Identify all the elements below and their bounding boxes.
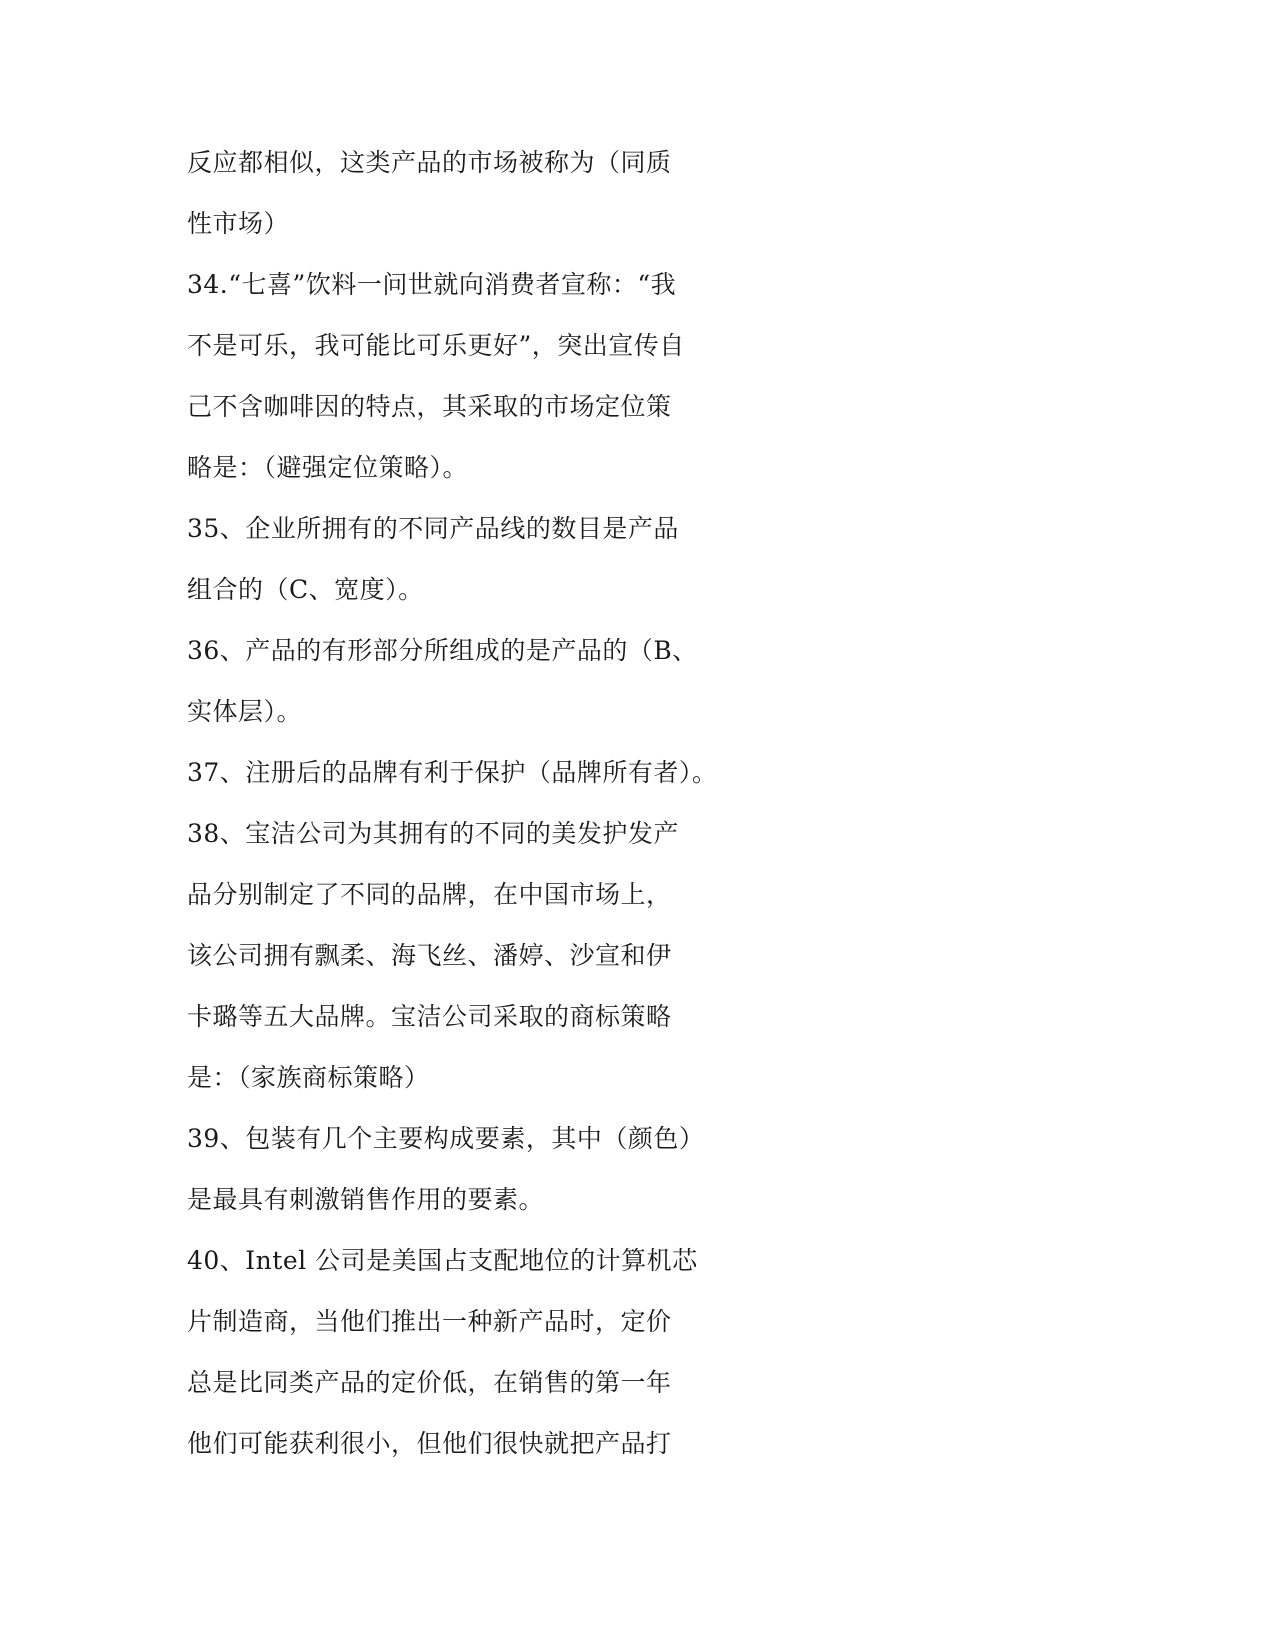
question-39-line: 39、包装有几个主要构成要素，其中（颜色） xyxy=(187,1124,705,1153)
question-40-line: 40、Intel 公司是美国占支配地位的计算机芯 xyxy=(187,1246,698,1275)
text-line: 他们可能获利很小，但他们很快就把产品打 xyxy=(187,1429,672,1458)
text-line: 己不含咖啡因的特点，其采取的市场定位策 xyxy=(187,392,672,421)
question-37-line: 37、注册后的品牌有利于保护（品牌所有者）。 xyxy=(187,758,718,787)
text-line: 卡璐等五大品牌。宝洁公司采取的商标策略 xyxy=(187,1002,672,1031)
question-35-line: 35、企业所拥有的不同产品线的数目是产品 xyxy=(187,514,679,543)
text-line: 不是可乐，我可能比可乐更好”，突出宣传自 xyxy=(187,331,685,360)
question-36-line: 36、产品的有形部分所组成的是产品的（B、 xyxy=(187,636,698,665)
text-line: 反应都相似，这类产品的市场被称为（同质 xyxy=(187,148,672,177)
text-line: 性市场） xyxy=(187,209,290,238)
text-line: 是最具有刺激销售作用的要素。 xyxy=(187,1185,545,1214)
question-38-line: 38、宝洁公司为其拥有的不同的美发护发产 xyxy=(187,819,679,848)
text-line: 该公司拥有飘柔、海飞丝、潘婷、沙宣和伊 xyxy=(187,941,672,970)
text-line: 是：（家族商标策略） xyxy=(187,1063,430,1092)
text-line: 品分别制定了不同的品牌，在中国市场上， xyxy=(187,880,672,909)
document-body xyxy=(187,142,1087,1484)
text-line: 略是：（避强定位策略）。 xyxy=(187,453,469,482)
text-line: 实体层）。 xyxy=(187,697,303,726)
text-line: 组合的（C、宽度）。 xyxy=(187,575,424,604)
question-34-line: 34.“七喜”饮料一问世就向消费者宣称：“我 xyxy=(187,270,677,299)
text-line: 总是比同类产品的定价低，在销售的第一年 xyxy=(187,1368,672,1397)
text-line: 片制造商，当他们推出一种新产品时，定价 xyxy=(187,1307,672,1336)
